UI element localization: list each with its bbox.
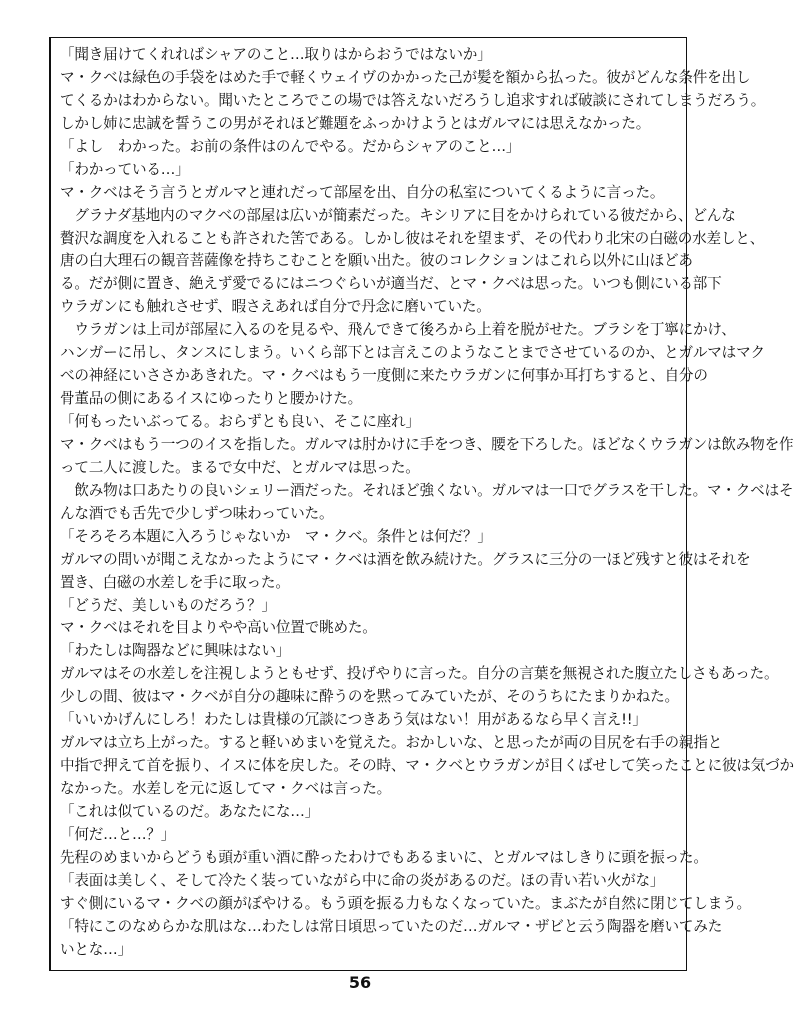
text-line: てくるかはわからない。聞いたところでこの場では答えないだろうし追求すれば破談にされてしまうだろう。: [60, 91, 766, 109]
text-line: ガルマは立ち上がった。すると軽いめまいを覚えた。おかしいな、と思ったが両の目尻を右手の親指と: [60, 734, 723, 752]
page-border-bottom-rule: [49, 970, 687, 971]
text-line: 唐の白大理石の観音菩薩像を持ちこむことを願い出た。彼のコレクションはこれら以外に山ほどあ: [60, 252, 693, 270]
text-line: 「わたしは陶器などに興味はない」: [60, 642, 291, 660]
text-line: 「特にこのなめらかな肌はな…わたしは常日頃思っていたのだ…ガルマ・ザビと云う陶器を磨いてみた: [60, 917, 723, 935]
text-line: グラナダ基地内のマクベの部屋は広いが簡素だった。キシリアに目をかけられている彼だから、どんな: [60, 206, 736, 224]
text-line: マ・クベはそう言うとガルマと連れだって部屋を出、自分の私室についてくるように言った。: [60, 183, 665, 201]
text-line: 「いいかげんにしろ！わたしは貴様の冗談につきあう気はない！用があるなら早く言え!!」: [60, 711, 647, 729]
text-line: 骨董品の側にあるイスにゆったりと腰かけた。: [60, 390, 362, 408]
text-line: って二人に渡した。まるで女中だ、とガルマは思った。: [60, 458, 420, 476]
text-line: マ・クベはもう一つのイスを指した。ガルマは肘かけに手をつき、腰を下ろした。ほどなくウラガンは飲み物を作: [60, 435, 794, 453]
text-line: べの神経にいささかあきれた。マ・クベはもう一度側に来たウラガンに何事か耳打ちすると、自分の: [60, 367, 708, 385]
text-line: ウラガンは上司が部屋に入るのを見るや、飛んできて後ろから上着を脱がせた。ブラシを丁寧にかけ、: [60, 321, 736, 339]
text-line: 「表面は美しく、そして冷たく装っていながら中に命の炎があるのだ。ほの青い若い火がな」: [60, 871, 665, 889]
page-number: 56: [348, 973, 372, 992]
text-line: 中指で押えて首を振り、イスに体を戻した。その時、マ・クベとウラガンが目くばせして笑ったことに彼は気づか: [60, 757, 794, 775]
text-line: る。だが側に置き、絶えず愛でるにはニつぐらいが適当だ、とマ・クベは思った。いつも側にいる部下: [60, 275, 722, 293]
text-line: 「どうだ、美しいものだろう？」: [60, 596, 276, 614]
text-line: んな酒でも舌先で少しずつ味わっていた。: [60, 504, 334, 522]
text-line: 贅沢な調度を入れることも許された筈である。しかし彼はそれを望まず、その代わり北宋の白磁の水差しと、: [60, 229, 765, 247]
text-line: マ・クベはそれを目よりやや高い位置で眺めた。: [60, 619, 377, 637]
text-line: しかし姉に忠誠を誓うこの男がそれほど難題をふっかけようとはガルマには思えなかった。: [60, 114, 651, 132]
text-line: いとな…」: [60, 940, 132, 958]
text-line: 少しの間、彼はマ・クベが自分の趣味に酔うのを黙ってみていたが、そのうちにたまりかねた。: [60, 688, 679, 706]
text-line: ガルマの問いが聞こえなかったようにマ・クベは酒を飲み続けた。グラスに三分の一ほど残すと彼はそれを: [60, 550, 751, 568]
text-line: 先程のめまいからどうも頭が重い酒に酔ったわけでもあるまいに、とガルマはしきりに頭を振った。: [60, 848, 708, 866]
body-text: [60, 44, 794, 962]
text-line: 飲み物は口あたりの良いシェリー酒だった。それほど強くない。ガルマは一口でグラスを干した。マ・クベはそ: [60, 481, 794, 499]
text-line: マ・クベは緑色の手袋をはめた手で軽くウェイヴのかかった己が髪を額から払った。彼がどんな条件を出し: [60, 68, 751, 86]
text-line: 「これは似ているのだ。あなたにな…」: [60, 802, 320, 820]
text-line: 「よし わかった。お前の条件はのんでやる。だからシャアのこと…」: [60, 137, 521, 155]
text-line: 「何もったいぶってる。おらずとも良い、そこに座れ」: [60, 413, 420, 430]
text-line: 「そろそろ本題に入ろうじゃないか マ・クベ。条件とは何だ？」: [60, 527, 492, 545]
text-line: 「わかっている…」: [60, 160, 190, 178]
text-line: ガルマはその水差しを注視しようともせず、投げやりに言った。自分の言葉を無視された腹立たしさもあった。: [60, 665, 779, 683]
text-line: ウラガンにも触れさせず、暇さえあれば自分で丹念に磨いていた。: [60, 298, 491, 316]
text-line: 「何だ…と…？」: [60, 825, 176, 843]
text-line: すぐ側にいるマ・クベの顔がぼやける。もう頭を振る力もなくなっていた。まぶたが自然に閉じてしまう。: [60, 894, 751, 912]
text-line: 「聞き届けてくれればシャアのこと…取りはからおうではないか」: [60, 46, 492, 63]
text-line: ハンガーに吊し、タンスにしまう。いくら部下とは言えこのようなことまでさせているのか、とガルマはマク: [60, 344, 765, 362]
text-line: 置き、白磁の水差しを手に取った。: [60, 573, 290, 591]
text-line: なかった。水差しを元に返してマ・クベは言った。: [60, 780, 392, 797]
